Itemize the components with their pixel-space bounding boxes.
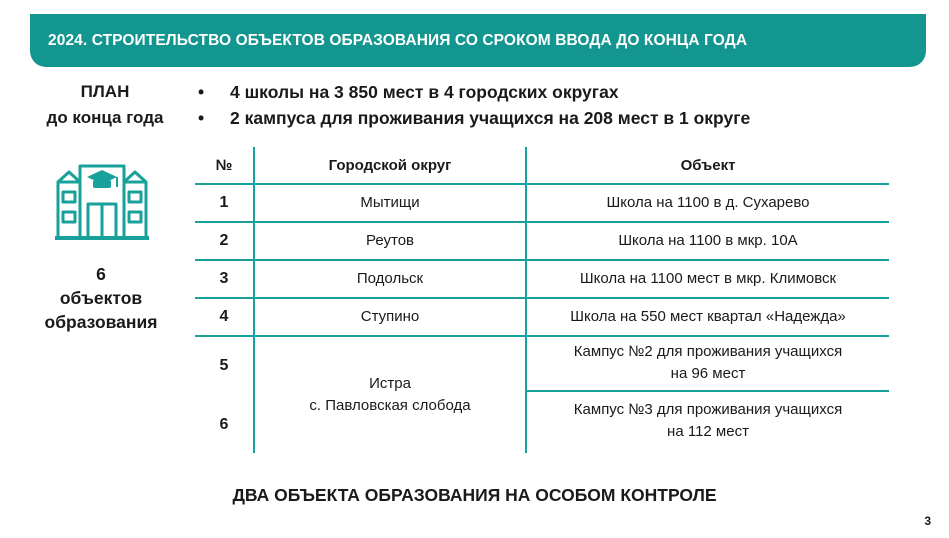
table-column-divider bbox=[253, 147, 255, 453]
plan-label-line1: ПЛАН bbox=[80, 82, 130, 101]
footer-note: ДВА ОБЪЕКТА ОБРАЗОВАНИЯ НА ОСОБОМ КОНТРОЛЕ bbox=[232, 485, 717, 505]
row-object bbox=[527, 392, 889, 450]
table-divider bbox=[195, 221, 889, 223]
merged-district bbox=[255, 336, 525, 453]
row-object: Школа на 1100 мест в мкр. Климовск bbox=[579, 270, 837, 287]
row-object-line1: Кампус №2 для проживания учащихся bbox=[573, 343, 843, 360]
row-district: Реутов bbox=[365, 232, 415, 249]
merged-district-line2: с. Павловская слобода bbox=[309, 396, 471, 414]
objects-table bbox=[195, 147, 889, 453]
table-column-divider bbox=[525, 147, 527, 453]
row-number: 5 bbox=[219, 357, 229, 374]
row-object-line1: Кампус №3 для проживания учащихся bbox=[573, 401, 843, 418]
school-building-icon bbox=[55, 156, 149, 240]
row-number: 2 bbox=[219, 232, 229, 249]
row-district: Ступино bbox=[360, 308, 420, 325]
table-divider bbox=[195, 297, 889, 299]
merged-district-line1: Истра bbox=[369, 374, 411, 392]
objects-summary bbox=[30, 262, 172, 334]
table-divider bbox=[525, 390, 889, 392]
objects-count: 6 bbox=[96, 264, 106, 284]
table-divider bbox=[195, 183, 889, 185]
table-divider bbox=[195, 259, 889, 261]
bullet-text: 2 кампуса для проживания учащихся на 208 мест в 1 округе bbox=[230, 108, 751, 128]
bullet-dot: • bbox=[198, 108, 205, 128]
bullet-dot: • bbox=[198, 82, 205, 102]
title-banner bbox=[30, 14, 926, 67]
row-object bbox=[527, 336, 889, 390]
row-number: 3 bbox=[219, 270, 229, 287]
row-object: Школа на 1100 в д. Сухарево bbox=[606, 194, 810, 211]
bullet-item bbox=[198, 105, 750, 131]
row-number: 4 bbox=[219, 308, 229, 325]
page-number: 3 bbox=[924, 514, 931, 528]
plan-label bbox=[30, 79, 180, 131]
row-district: Мытищи bbox=[360, 194, 420, 211]
objects-label-line1: объектов bbox=[59, 288, 143, 308]
plan-label-line2: до конца года bbox=[46, 108, 164, 127]
column-header-district: Городской округ bbox=[328, 156, 452, 174]
row-number: 6 bbox=[219, 415, 229, 433]
row-object-line2: на 96 мест bbox=[670, 365, 746, 382]
row-object: Школа на 1100 в мкр. 10А bbox=[618, 232, 798, 249]
column-header-object: Объект bbox=[680, 156, 736, 174]
page-title: 2024. СТРОИТЕЛЬСТВО ОБЪЕКТОВ ОБРАЗОВАНИЯ СО СРОКОМ ВВОДА ДО КОНЦА ГОДА bbox=[48, 32, 748, 49]
row-object-line2: на 112 мест bbox=[667, 423, 749, 440]
bullet-text: 4 школы на 3 850 мест в 4 городских округах bbox=[230, 82, 619, 102]
bullet-item bbox=[198, 79, 750, 105]
column-header-num: № bbox=[215, 156, 233, 174]
row-district: Подольск bbox=[356, 270, 424, 287]
row-object: Школа на 550 мест квартал «Надежда» bbox=[570, 308, 846, 325]
plan-bullet-list bbox=[198, 79, 750, 131]
objects-label-line2: образования bbox=[44, 312, 158, 332]
row-number: 1 bbox=[219, 194, 229, 211]
table-divider bbox=[195, 335, 889, 337]
